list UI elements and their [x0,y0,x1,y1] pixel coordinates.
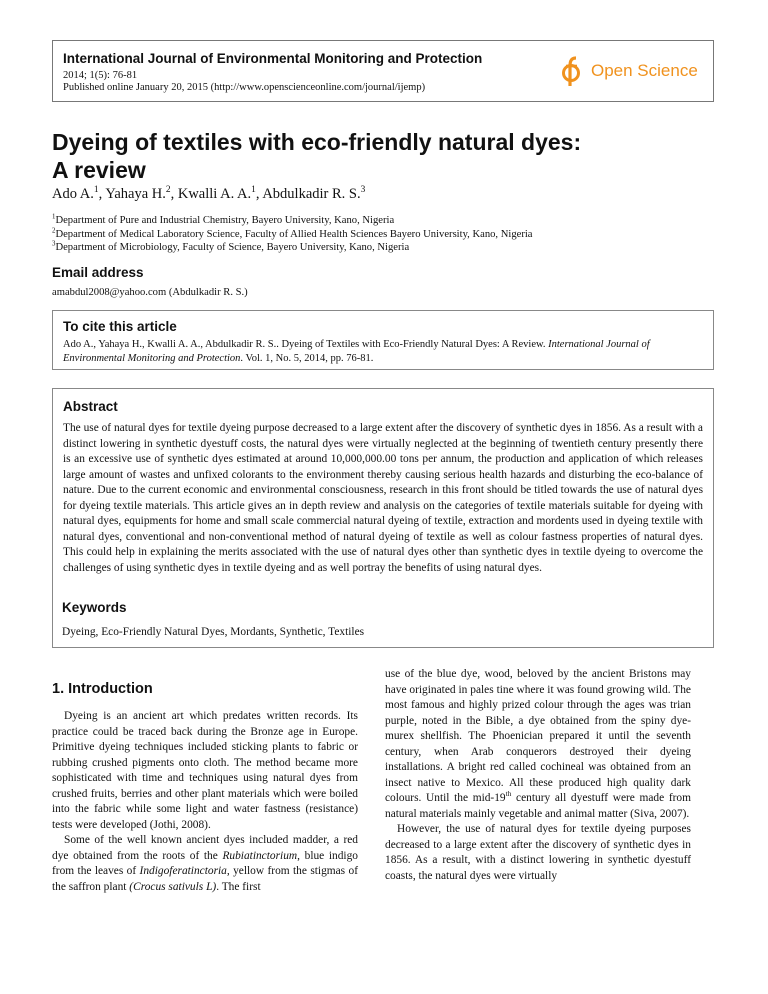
paragraph-text: . The first [216,880,261,893]
email-heading: Email address [52,265,144,280]
affiliation-text: Department of Pure and Industrial Chemistry, Bayero University, Kano, Nigeria [55,215,395,226]
species-name: (Crocus sativuls L) [129,880,217,893]
open-science-logo-text: Open Science [591,61,698,80]
species-name: Indigoferatinctoria, [139,865,230,877]
paragraph-text: use of the blue dye, wood, beloved by the ancient Bristons may have originated in pales tine where it was found growing wild. The most famous and highly prized colour through the ages was trian purple, noted in the Bible, a dye obtained from the spiny dye-murex shellfish. The Phoenician prepared it until the seventh century, when Arab conquerors destroyed their dyeing installations. A bright red called cochineal was obtained from an insect native to Mexico. All these produced high quality dark colours. Until the mid-19 [385,668,691,804]
affiliation-text: Department of Medical Laboratory Science, Faculty of Allied Health Sciences Bayero University, Kano, Nigeria [55,228,533,240]
affiliation-list [52,214,533,255]
affiliation-mark: 2 [52,227,56,235]
journal-title: International Journal of Environmental Monitoring and Protection [63,51,483,66]
intro-paragraph-2 [52,833,358,895]
abstract-text: The use of natural dyes for textile dyeing purpose decreased to a large extent after the discovery of synthetic dyes in 1856. As a result with a distinct lowering in synthetic dyestuff costs, the natural dyes were virtually neglected at the beginning of twentieth century presently there is an excessive use of synthetic dyes estimated at around 10,000,000.00 tons per annum, the production and application of which releases large amount of wastes and unfixed colorants to the environment thereby causing serious health hazards and disturbing the eco-balance of nature. Due to the current economic and environmental consciousness, research in this front should be titled towards the use of natural dyes for dyeing textile materials. This article gives an in depth review and analysis on the categories of textile materials suitable for dyeing with natural dyes, equipments for home and small scale commercial natural dyeing of textile, extraction and mordents used in dyeing textile with natural dyes, conventional and non-conventional method of natural dyeing of textile as well as colour fastness properties of natural dyes. This could help in explaining the merits associated with the use of natural dyes other than synthetic dyes in textile dyeing to overcome the challenges of using synthetic dyes in textile dyeing and as well portray the benefits of using natural dyes. [63,422,703,574]
citation-volume: . Vol. 1, No. 5, 2014, pp. 76-81. [240,353,374,364]
open-science-logo [561,54,701,90]
author-affiliation-mark: 3 [360,185,366,196]
paragraph-text: , blue indigo from the leaves of [52,849,358,877]
affiliation-item [52,214,533,228]
keywords-heading: Keywords [62,600,127,615]
body-column-left [52,709,358,895]
author-name: Ado A. [52,186,94,202]
author-affiliation-mark: 1 [251,185,256,196]
citation-authors-title: Ado A., Yahaya H., Kwalli A. A., Abdulkadir R. S.. Dyeing of Textiles with Eco-Friendly Natural Dyes: A Review. [63,339,546,350]
affiliation-mark: 1 [52,213,56,221]
affiliation-item [52,241,533,255]
paragraph-text: yellow from the stigmas of the saffron plant [52,865,358,893]
intro-paragraph-3: However, the use of natural dyes for textile dyeing purposes decreased to a large extent after the discovery of synthetic dyes in 1856. As a result, with a distinct lowering in synthetic dyestuff coasts, the natural dyes were virtually [385,823,691,882]
journal-header-box [52,40,714,102]
paragraph-text: century all dyestuff were made from natural materials mainly vegetable and animal matter (Siva, 2007). [385,792,691,820]
email-address[interactable]: amabdul2008@yahoo.com (Abdulkadir R. S.) [52,287,248,298]
affiliation-text: Department of Microbiology, Faculty of Science, Bayero University, Kano, Nigeria [55,242,410,254]
author-affiliation-mark: 2 [165,185,171,196]
author-name: Yahaya H. [105,186,166,202]
paragraph-text: Some of the well known ancient dyes included madder, a red dye obtained from the roots of the [52,834,358,862]
author-name: Abdulkadir R. S. [262,186,361,202]
keywords-text: Dyeing, Eco-Friendly Natural Dyes, Mordants, Synthetic, Textiles [62,626,365,638]
citation-journal: International Journal of Environmental Monitoring and Protection [63,339,650,364]
article-title-line-2: A review [52,157,146,183]
intro-paragraph-1: Dyeing is an ancient art which predates written records. Its practice could be traced back during the Bronze age in Europe. Primitive dyeing techniques included sticking plants to fabric or rubbing crushed pigments onto cloth. The method became more sophisticated with time and techniques using natural dyes from crushed fruits, berries and other plant materials which were boiled into the fabric while some light and water fastness (resistance) tests were developed (Jothi, 2008). [52,710,358,831]
cite-heading: To cite this article [63,319,177,334]
author-list: Ado A.$^1$, Yahaya H.$^2$, Kwalli A. A.$^1$, Abdulkadir R. S.$^3$ [52,185,366,202]
affiliation-item [52,228,533,242]
body-column-right [385,667,691,884]
ordinal-suffix: th [505,789,512,799]
species-name: Rubiatinctorium [222,849,298,862]
citation-text [63,338,703,366]
abstract-heading: Abstract [63,399,118,414]
article-title [52,128,732,184]
section-heading-introduction: 1. Introduction [52,681,153,697]
author-name: Kwalli A. A. [177,186,252,202]
article-title-line-1: Dyeing of textiles with eco-friendly natural dyes: [52,129,582,155]
cite-box [52,310,714,370]
affiliation-mark: 3 [52,240,56,248]
open-science-logo-icon [561,55,587,89]
intro-paragraph-continued [385,667,691,822]
abstract-box [52,388,714,648]
journal-volume: 2014; 1(5): 76-81 [63,70,138,81]
author-affiliation-mark: 1 [93,185,99,196]
journal-published: Published online January 20, 2015 (http://www.openscienceonline.com/journal/ijemp) [63,82,426,93]
